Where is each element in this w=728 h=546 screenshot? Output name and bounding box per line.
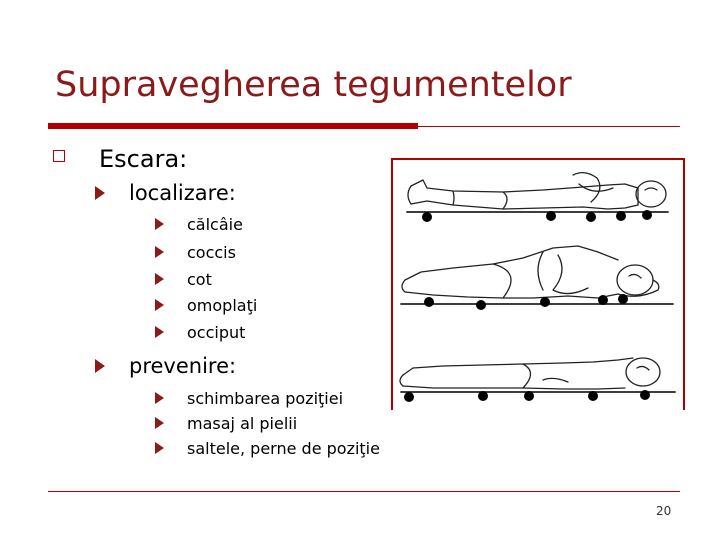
page-number: 20: [656, 504, 672, 518]
list-item: omoplaţi: [187, 298, 257, 314]
bullet-prevenire-text: prevenire:: [129, 354, 237, 378]
bullet-escara-text: Escara:: [99, 145, 188, 173]
list-item: saltele, perne de poziţie: [187, 441, 380, 457]
triangle-bullet-icon: [95, 359, 105, 373]
bullet-prevenire: [129, 356, 236, 377]
list-item: schimbarea poziţiei: [187, 391, 343, 407]
list-item: coccis: [187, 245, 236, 261]
bullet-localizare-text: localizare:: [129, 181, 236, 205]
bullet-localizare: [129, 183, 236, 204]
lateral-figure: [401, 246, 673, 304]
list-item: masaj al pielii: [187, 416, 297, 432]
slide-title: Supravegherea tegumentelor: [55, 65, 572, 105]
triangle-bullet-icon: [155, 299, 164, 311]
triangle-bullet-icon: [155, 417, 164, 429]
triangle-bullet-icon: [155, 218, 164, 230]
bullet-escara: [99, 147, 187, 171]
supine-figure: [407, 173, 668, 212]
triangle-bullet-icon: [95, 186, 105, 200]
triangle-bullet-icon: [155, 442, 164, 454]
footer-rule: [48, 491, 680, 492]
title-underline: [48, 123, 680, 127]
triangle-bullet-icon: [155, 326, 164, 338]
title-underline-thin: [418, 126, 680, 127]
title-underline-thick: [48, 123, 418, 129]
triangle-bullet-icon: [155, 273, 164, 285]
list-item: cot: [187, 272, 212, 288]
list-item: călcâie: [187, 217, 243, 233]
pressure-point-markers: [404, 210, 652, 402]
triangle-bullet-icon: [155, 246, 164, 258]
list-item: occiput: [187, 325, 245, 341]
triangle-bullet-icon: [155, 392, 164, 404]
lying-figures-drawing: [393, 160, 683, 410]
pressure-points-illustration: [391, 158, 685, 410]
prone-figure: [400, 358, 675, 392]
hollow-square-bullet-icon: [53, 150, 65, 162]
